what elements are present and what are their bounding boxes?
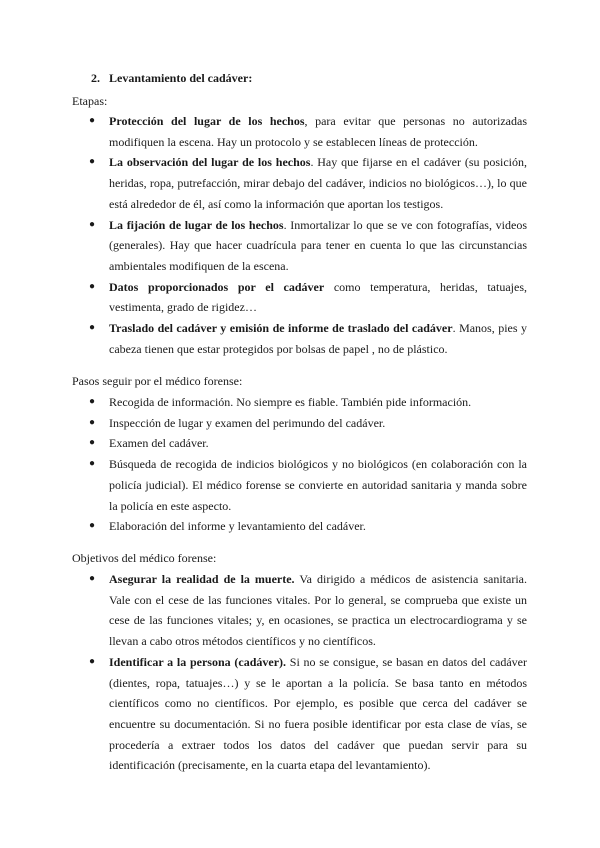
bullet-icon: ● xyxy=(89,322,96,334)
item-text: . Manos, pies y cabeza tienen que estar protegidos por bolsas de papel , no de plástico. xyxy=(109,321,528,356)
item-bold: Datos proporcionados por el cadáver xyxy=(109,279,325,294)
item-bold: Protección del lugar de los hechos xyxy=(109,114,305,128)
list-item xyxy=(0,277,527,318)
item-text: , para evitar que personas no autorizadas modifiquen la escena. Hay un protocolo y se establecen líneas de protección. xyxy=(109,114,527,149)
list-item xyxy=(0,152,527,214)
item-text: Examen del cadáver. xyxy=(109,436,209,451)
item-text: Elaboración del informe y levantamiento del cadáver. xyxy=(109,519,366,534)
objetivos-list xyxy=(0,569,527,776)
list-item xyxy=(0,516,527,537)
etapas-list xyxy=(0,111,527,359)
item-bold: Traslado del cadáver y emisión de informe de traslado del cadáver xyxy=(109,321,453,336)
bullet-icon: ● xyxy=(89,655,96,667)
bullet-icon: ● xyxy=(89,218,96,230)
list-item xyxy=(0,413,527,434)
list-item xyxy=(0,318,527,359)
section-number: 2. xyxy=(91,71,100,85)
bullet-icon: ● xyxy=(89,280,96,292)
item-text: . Inmortalizar lo que se ve con fotografías, videos (generales). Hay que hacer cuadrícula para tener en cuenta lo que las circunstancias ambientales modifiquen de la escena. xyxy=(109,217,527,273)
bullet-icon: ● xyxy=(89,156,96,168)
bullet-icon: ● xyxy=(89,573,96,584)
bullet-icon: ● xyxy=(89,520,96,532)
list-item xyxy=(0,111,527,152)
list-item xyxy=(0,433,527,454)
list-item xyxy=(0,392,527,413)
list-item xyxy=(0,454,527,516)
item-text: Búsqueda de recogida de indicios biológicos y no biológicos (en colaboración con la policía judicial). El médico forense se convierte en autoridad sanitaria y manda sobre la policía en este aspecto. xyxy=(109,457,527,513)
item-text: como temperatura, heridas, tatuajes, vestimenta, grado de rigidez… xyxy=(109,279,527,315)
objetivos-label: Objetivos del médico forense: xyxy=(72,551,217,565)
pasos-list xyxy=(0,392,527,537)
item-text: Va dirigido a médicos de asistencia sanitaria. Vale con el cese de las funciones vitales. Por lo general, se comprueba que existe un cese de las funciones vitales; y, en ocasiones, se practica un electrocardiograma y se llevan a cabo otros métodos científicos y no científicos. xyxy=(109,572,527,649)
item-bold: La observación del lugar de los hechos xyxy=(109,155,311,170)
item-bold: La fijación de lugar de los hechos xyxy=(109,217,284,232)
item-text: Inspección de lugar y examen del perimundo del cadáver. xyxy=(109,415,386,430)
section-heading xyxy=(91,71,252,86)
bullet-icon: ● xyxy=(89,416,96,428)
list-item xyxy=(0,215,527,277)
list-item xyxy=(0,652,527,776)
item-bold: Identificar a la persona (cadáver). xyxy=(109,654,287,669)
bullet-icon: ● xyxy=(89,458,96,470)
bullet-icon: ● xyxy=(89,437,96,449)
item-text: Recogida de información. No siempre es fiable. También pide información. xyxy=(109,395,472,409)
item-bold: Asegurar la realidad de la muerte. xyxy=(109,572,295,586)
bullet-icon: ● xyxy=(89,115,96,126)
pasos-label: Pasos seguir por el médico forense: xyxy=(72,374,243,388)
item-text: . Hay que fijarse en el cadáver (su posición, heridas, ropa, putrefacción, mirar debajo del cadáver, indicios no biológicos…), lo que está alrededor de él, así como la información que aportan los testigos. xyxy=(109,155,527,211)
section-title: Levantamiento del cadáver: xyxy=(109,71,253,85)
item-text: Si no se consigue, se basan en datos del cadáver (dientes, ropa, tatuajes…) y se le aportan a la policía. Se basa tanto en métodos científicos como no científicos. Por ejemplo, es posible que cerca del cadáver se encuentre su documentación. Si no fuera posible identificar por esta clase de vías, se procedería a extraer todos los datos del cadáver que puedan servir para su identificación (precisamente, en la cuarta etapa del levantamiento). xyxy=(109,654,527,773)
list-item xyxy=(0,569,527,652)
bullet-icon: ● xyxy=(89,396,96,407)
etapas-label: Etapas: xyxy=(72,94,108,108)
